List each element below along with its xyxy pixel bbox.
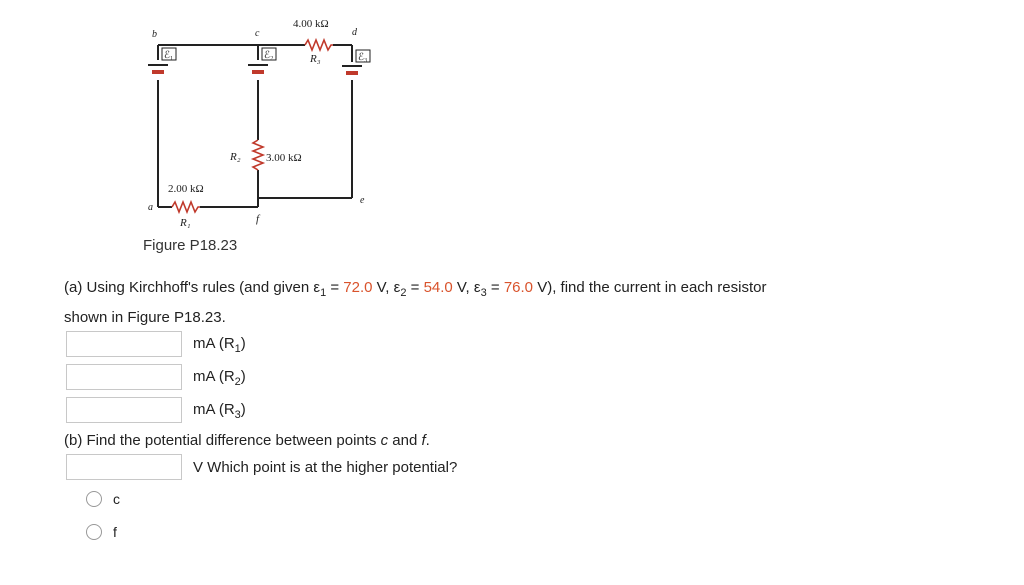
answer-r2-current-input[interactable] [66, 364, 182, 390]
answer-r3-current-input[interactable] [66, 397, 182, 423]
option-c-radio[interactable] [86, 491, 102, 507]
option-f-radio[interactable] [86, 524, 102, 540]
answer-r1-unit-label: mA $(R_1)$ [193, 335, 246, 355]
option-c-label: c [113, 491, 120, 507]
potential-difference-unit-label: V Which point is at the higher potential? [193, 459, 458, 476]
node-a-label: a [148, 202, 153, 213]
emf3-label: ℰ₃ [358, 52, 368, 63]
emf2-value: 54.0 [423, 279, 453, 296]
emf3-value: 76.0 [503, 279, 534, 296]
option-f-label: f [113, 524, 117, 540]
r2-name-label: R₂ [230, 151, 241, 163]
potential-difference-input[interactable] [66, 454, 182, 480]
part-a-question-line2: shown in Figure P18.23. [64, 309, 226, 326]
node-e-label: e [360, 195, 365, 206]
r3-value-label: 4.00 kΩ [293, 18, 329, 30]
r1-name-label: R₁ [180, 217, 191, 229]
answer-r2-unit-label: mA $(R_2)$ [193, 368, 246, 388]
figure-caption: Figure P18.23 [143, 237, 238, 254]
part-a-question: (a) Using Kirchhoff's rules (and given $\varepsilon_1 = 72.0$ V, $\varepsilon_2 = 54.0$ V, $\varepsilon_3 = 76.0$ V), find the current in each resistor [64, 279, 767, 299]
r1-value-label: 2.00 kΩ [168, 183, 204, 195]
node-b-label: b [152, 29, 157, 40]
emf1-label: ℰ₁ [164, 50, 174, 61]
r2-value-label: 3.00 kΩ [266, 152, 302, 164]
node-f-label: f [256, 213, 260, 225]
answer-r3-unit-label: mA $(R_3)$ [193, 401, 246, 421]
node-c-label: c [255, 28, 260, 39]
r3-name-label: R₃ [310, 53, 321, 65]
node-d-label: d [352, 27, 357, 38]
circuit-diagram [130, 10, 380, 240]
emf2-label: ℰ₂ [264, 50, 274, 61]
part-b-question: (b) Find the potential difference between points c and f. [64, 432, 430, 449]
emf1-value: 72.0 [343, 279, 373, 296]
answer-r1-current-input[interactable] [66, 331, 182, 357]
